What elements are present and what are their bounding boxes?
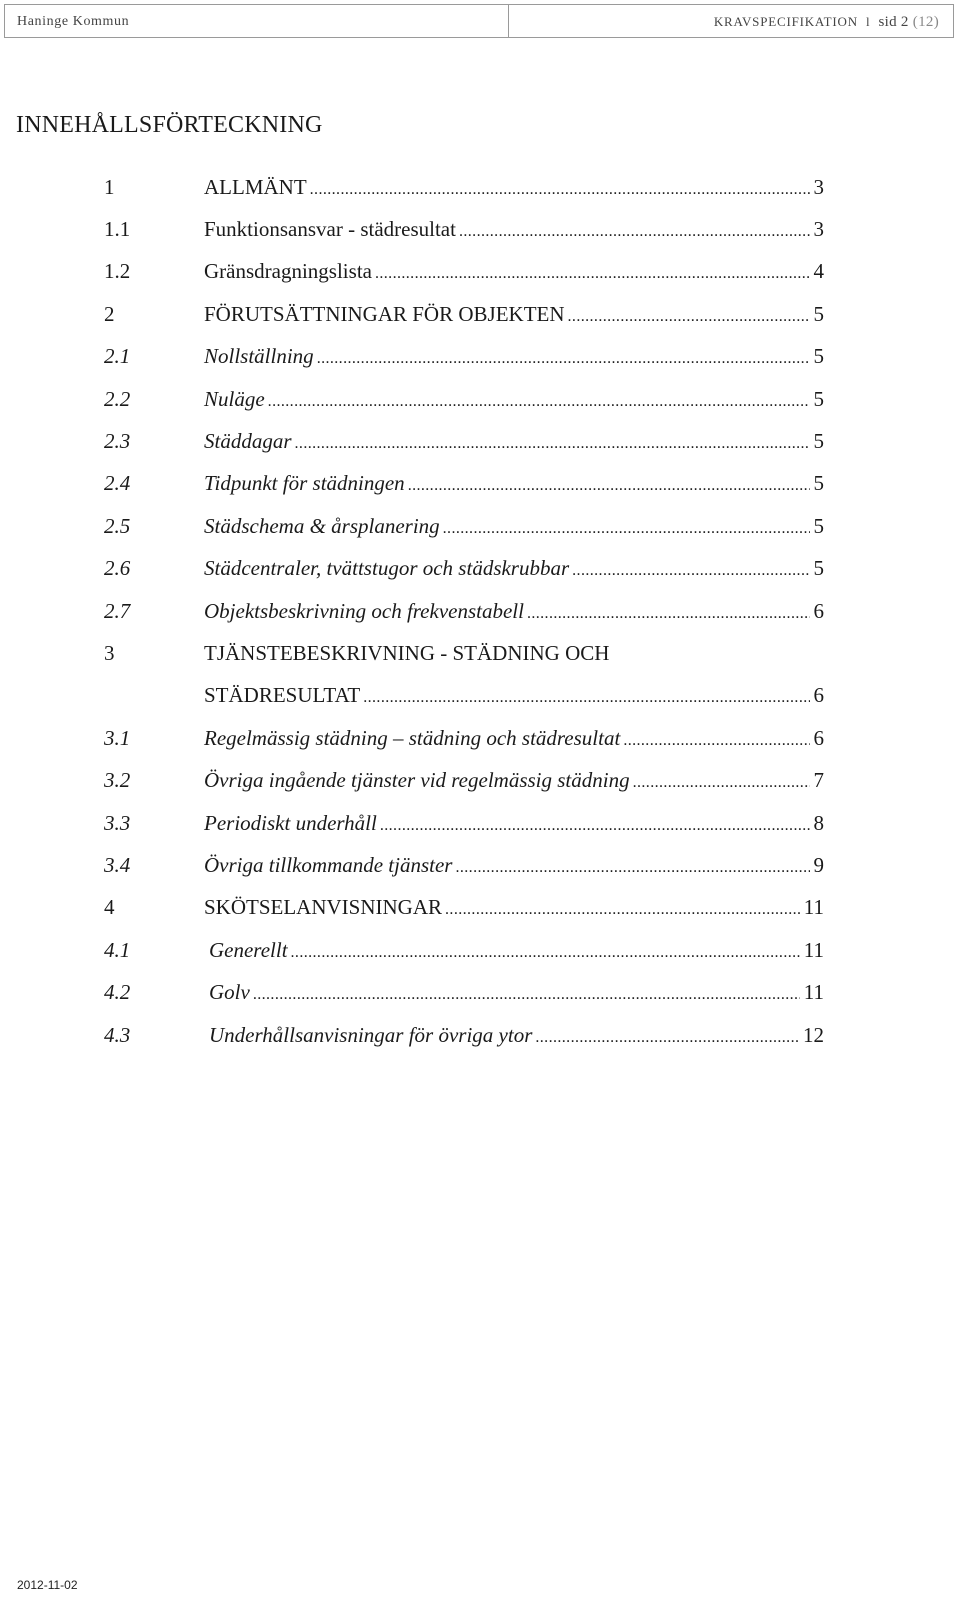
toc-entry-label: Funktionsansvar - städresultat — [204, 217, 456, 242]
toc-entry-number: 1 — [104, 174, 115, 199]
toc-entry-page: 7 — [813, 768, 824, 793]
toc-entry[interactable] — [0, 887, 960, 929]
toc-entry[interactable] — [0, 971, 960, 1013]
toc-entry-page: 6 — [813, 683, 824, 708]
toc-entry-number: 1.1 — [104, 217, 131, 242]
toc-entry-page: 8 — [813, 810, 824, 835]
toc-entry-page: 11 — [803, 980, 824, 1005]
toc-entry-label: Periodiskt underhåll — [204, 810, 377, 835]
toc-entry-page: 5 — [813, 513, 824, 538]
toc-entry-label: Övriga tillkommande tjänster — [204, 852, 453, 877]
toc-entry-page: 4 — [813, 259, 824, 284]
toc-dot-leader — [455, 860, 809, 876]
toc-entry-page: 5 — [813, 386, 824, 411]
toc-entry-number: 2.6 — [104, 556, 131, 581]
toc-entry-number: 4.2 — [104, 980, 131, 1005]
toc-dot-leader — [363, 690, 809, 706]
toc-entry-body — [204, 685, 824, 706]
toc-entry-page: 5 — [813, 344, 824, 369]
toc-dot-leader — [459, 224, 810, 240]
toc-entry-body — [204, 473, 824, 494]
toc-entry-page: 5 — [813, 471, 824, 496]
toc-entry-page: 9 — [813, 852, 824, 877]
toc-entry-label: Städdagar — [204, 429, 292, 454]
toc-entry-number: 2.7 — [104, 598, 131, 623]
toc-entry[interactable] — [0, 844, 960, 886]
toc-entry-label: TJÄNSTEBESKRIVNING - STÄDNING OCH — [204, 640, 610, 665]
toc-entry[interactable] — [0, 717, 960, 759]
toc-dot-leader — [375, 266, 810, 282]
toc-entry-body — [204, 219, 824, 240]
toc-entry-page: 6 — [813, 725, 824, 750]
toc-entry[interactable] — [0, 548, 960, 590]
toc-entry-label: Städcentraler, tvättstugor och städskrubbar — [204, 556, 570, 581]
toc-dot-leader — [317, 351, 810, 367]
footer-date: 2012-11-02 — [17, 1578, 78, 1592]
toc-dot-leader — [535, 1030, 799, 1046]
toc-entry-page: 12 — [803, 1022, 824, 1047]
toc-entry-label: Regelmässig städning – städning och städresultat — [204, 725, 621, 750]
toc-entry[interactable] — [0, 336, 960, 378]
header-separator: l — [865, 14, 871, 29]
toc-dot-leader — [445, 902, 800, 918]
toc-dot-leader — [268, 394, 810, 410]
toc-entry-number: 3 — [104, 640, 115, 665]
toc-entry-label: Generellt — [209, 937, 288, 962]
toc-entry-number: 3.4 — [104, 852, 131, 877]
toc-entry-number: 4.1 — [104, 937, 131, 962]
toc-entry-number: 3.2 — [104, 768, 131, 793]
toc-entry-label: Tidpunkt för städningen — [204, 471, 405, 496]
toc-entry-page: 11 — [803, 895, 824, 920]
toc-entry-body — [204, 346, 824, 367]
toc-entry-body — [204, 810, 824, 835]
toc-entry-body — [204, 640, 824, 665]
toc-entry[interactable] — [0, 632, 960, 674]
toc-entry-number: 2.5 — [104, 513, 131, 538]
toc-entry-number: 2 — [104, 301, 115, 326]
toc-entry-page: 5 — [813, 429, 824, 454]
toc-entry[interactable] — [0, 1014, 960, 1056]
toc-dot-leader — [568, 309, 810, 325]
toc-entry[interactable] — [0, 590, 960, 632]
toc-entry-label: FÖRUTSÄTTNINGAR FÖR OBJEKTEN — [204, 301, 565, 326]
page-header — [4, 4, 954, 38]
toc-entry-page: 5 — [813, 556, 824, 581]
header-divider — [508, 5, 509, 37]
toc-entry-body — [204, 770, 824, 791]
toc-entry[interactable] — [0, 420, 960, 462]
toc-entry-body — [204, 386, 824, 411]
toc-entry-label: SKÖTSELANVISNINGAR — [204, 895, 443, 920]
toc-entry-page: 3 — [813, 217, 824, 242]
toc-entry-number: 2.1 — [104, 344, 131, 369]
toc-entry-label: Städschema & årsplanering — [204, 513, 440, 538]
toc-entry-body — [204, 558, 824, 579]
toc-dot-leader — [408, 478, 810, 494]
toc-entry-label: Nuläge — [204, 386, 265, 411]
toc-entry-body — [204, 897, 824, 918]
toc-entry[interactable] — [0, 251, 960, 293]
toc-entry-label: Objektsbeskrivning och frekvenstabell — [204, 598, 524, 623]
toc-dot-leader — [253, 987, 800, 1003]
toc-entry-label: ALLMÄNT — [204, 174, 307, 199]
toc-entry-body — [209, 937, 824, 962]
toc-entry[interactable] — [0, 759, 960, 801]
header-doc-type: KRAVSPECIFIKATION — [713, 14, 858, 29]
toc-dot-leader — [310, 182, 810, 198]
toc-entry-body — [204, 852, 824, 877]
toc-entry[interactable] — [0, 208, 960, 250]
toc-entry-label: Underhållsanvisningar för övriga ytor — [209, 1022, 533, 1047]
toc-entry-number: 3.1 — [104, 725, 131, 750]
toc-entry-number: 2.4 — [104, 471, 131, 496]
toc-entry-body — [204, 431, 824, 452]
toc-entry-number: 2.3 — [104, 429, 131, 454]
toc-dot-leader — [380, 818, 810, 834]
toc-entry-page: 5 — [813, 301, 824, 326]
toc-entry-page: 11 — [803, 937, 824, 962]
toc-entry[interactable] — [0, 505, 960, 547]
toc-entry-number: 3.3 — [104, 810, 131, 835]
toc-dot-leader — [623, 733, 809, 749]
toc-entry-label: STÄDRESULTAT — [204, 683, 361, 708]
toc-entry-number: 4.3 — [104, 1022, 131, 1047]
toc-dot-leader — [527, 606, 810, 622]
header-document-info — [714, 14, 939, 31]
toc-entry-body — [204, 513, 824, 538]
toc-entry-body — [209, 982, 824, 1003]
toc-list — [0, 166, 960, 1056]
toc-entry-label: Nollställning — [204, 344, 314, 369]
toc-dot-leader — [291, 945, 800, 961]
toc-title: INNEHÅLLSFÖRTECKNING — [16, 112, 323, 138]
toc-entry-body — [204, 301, 824, 326]
toc-entry-label: Golv — [209, 980, 250, 1005]
toc-dot-leader — [633, 775, 810, 791]
toc-entry[interactable] — [0, 293, 960, 335]
header-total-pages: (12) — [912, 14, 939, 30]
toc-entry[interactable] — [0, 675, 960, 717]
toc-entry-page: 6 — [813, 598, 824, 623]
toc-entry-body — [204, 174, 824, 199]
toc-dot-leader — [572, 563, 809, 579]
toc-dot-leader — [295, 436, 810, 452]
toc-entry-label: Övriga ingående tjänster vid regelmässig städning — [204, 768, 630, 793]
toc-entry-body — [209, 1022, 824, 1047]
toc-entry[interactable] — [0, 929, 960, 971]
toc-entry-number: 4 — [104, 895, 115, 920]
toc-entry-body — [204, 725, 824, 750]
toc-entry-number: 2.2 — [104, 386, 131, 411]
header-page-label: sid 2 — [878, 14, 909, 30]
toc-entry-page: 3 — [813, 174, 824, 199]
header-organization: Haninge Kommun — [17, 14, 130, 29]
toc-entry[interactable] — [0, 463, 960, 505]
toc-entry[interactable] — [0, 166, 960, 208]
toc-entry-body — [204, 598, 824, 623]
toc-entry[interactable] — [0, 802, 960, 844]
toc-entry-body — [204, 261, 824, 282]
toc-entry-label: Gränsdragningslista — [204, 259, 372, 284]
toc-entry-number: 1.2 — [104, 259, 131, 284]
toc-dot-leader — [443, 521, 810, 537]
toc-entry[interactable] — [0, 378, 960, 420]
